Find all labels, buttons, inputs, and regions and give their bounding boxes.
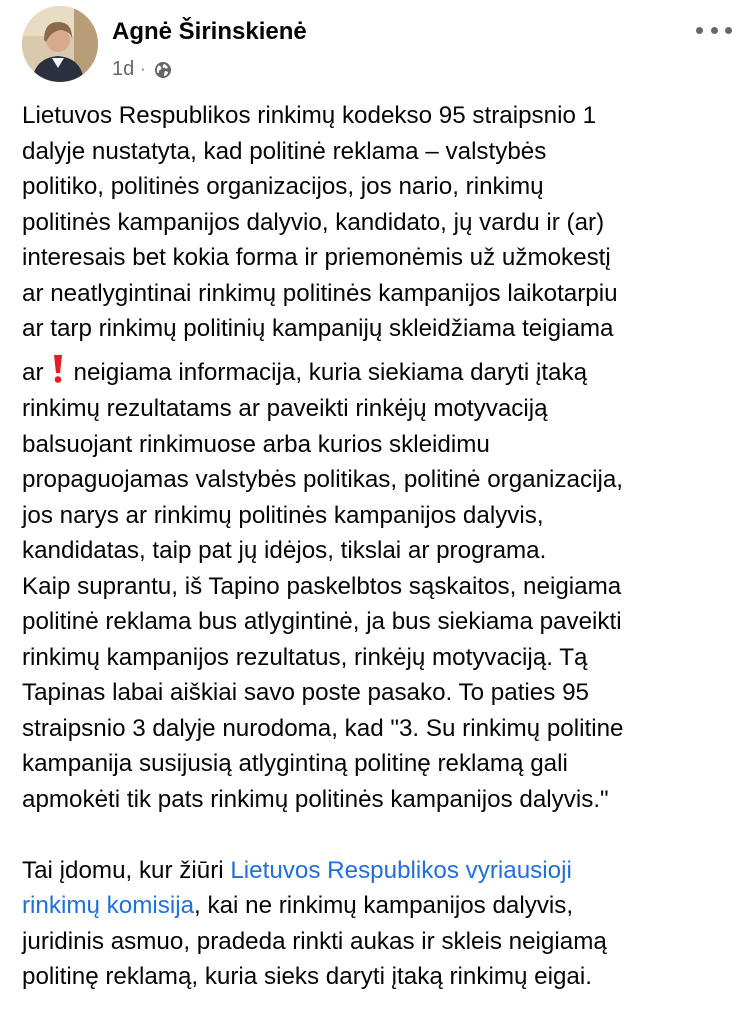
text-line: politinę reklamą, kuria sieks daryti įtaką rinkimų eigai.: [22, 963, 592, 990]
text-line: interesais bet kokia forma ir priemonėmis už užmokestį: [22, 244, 611, 271]
text-line: Lietuvos Respublikos rinkimų kodekso 95 straipsnio 1: [22, 102, 597, 129]
text-line: rinkimų kampanijos rezultatus, rinkėjų motyvaciją. Tą: [22, 643, 588, 671]
more-dot: [725, 27, 732, 34]
more-options-icon[interactable]: [696, 20, 732, 40]
text-line: rinkimų rezultatams ar paveikti rinkėjų motyvaciją: [22, 395, 548, 422]
text-fragment: neigiama informacija, kuria siekiama daryti įtaką: [73, 358, 588, 386]
text-fragment: , kai ne rinkimų kampanijos dalyvis,: [194, 892, 574, 919]
paragraph-1: [22, 98, 734, 817]
post-meta: [112, 58, 172, 81]
text-line: dalyje nustatyta, kad politinė reklama – valstybės: [22, 137, 547, 165]
text-line: juridinis asmuo, pradeda rinkti aukas ir skleis neigiamą: [22, 927, 607, 955]
text-line: politinės kampanijos dalyvio, kandidato, jų vardu ir (ar): [22, 208, 605, 236]
text-line: jos narys ar rinkimų politinės kampanijos dalyvis,: [22, 501, 544, 529]
text-line: propaguojamas valstybės politikas, politinė organizacija,: [22, 466, 623, 493]
text-line: Kaip suprantu, iš Tapino paskelbtos sąskaitos, neigiama: [22, 572, 622, 600]
post-timestamp[interactable]: 1d: [112, 58, 135, 80]
paragraph-gap: [22, 817, 734, 853]
text-line: politinė reklama bus atlygintinė, ja bus siekiama paveikti: [22, 608, 622, 635]
post-header: [22, 6, 732, 86]
text-line: ar tarp rinkimų politinių kampanijų skleidžiama teigiama: [22, 315, 614, 342]
text-line: [22, 888, 734, 924]
paragraph-2: [22, 853, 734, 995]
text-line: politiko, politinės organizacijos, jos nario, rinkimų: [22, 173, 544, 200]
mention-link[interactable]: Lietuvos Respublikos vyriausioji: [230, 856, 572, 884]
text-fragment: ar: [22, 358, 44, 386]
text-line: ar neatlygintinai rinkimų politinės kampanijos laikotarpiu: [22, 279, 618, 307]
text-line: kampanija susijusią atlygintiną politinę reklamą gali: [22, 750, 568, 777]
more-dot: [711, 27, 718, 34]
mention-link[interactable]: rinkimų komisija: [22, 892, 195, 919]
meta-separator: ·: [140, 60, 146, 78]
text-line: apmokėti tik pats rinkimų politinės kampanijos dalyvis.": [22, 785, 609, 813]
text-line: straipsnio 3 dalyje nurodoma, kad "3. Su rinkimų politine: [22, 714, 624, 742]
avatar[interactable]: [22, 6, 98, 82]
profile-photo: [22, 6, 98, 82]
text-line: [22, 853, 734, 889]
text-line: Tapinas labai aiškiai savo poste pasako. To paties 95: [22, 679, 589, 706]
text-fragment: Tai įdomu, kur žiūri: [22, 856, 224, 884]
text-line: kandidatas, taip pat jų idėjos, tikslai ar programa.: [22, 537, 547, 564]
more-dot: [696, 27, 703, 34]
red-exclamation-icon: [52, 354, 64, 384]
globe-icon[interactable]: [154, 61, 172, 79]
post-text: [22, 98, 734, 995]
author-name[interactable]: Agnė Širinskienė: [112, 18, 307, 45]
text-line: [22, 354, 734, 391]
text-line: balsuojant rinkimuose arba kurios skleidimu: [22, 430, 490, 458]
